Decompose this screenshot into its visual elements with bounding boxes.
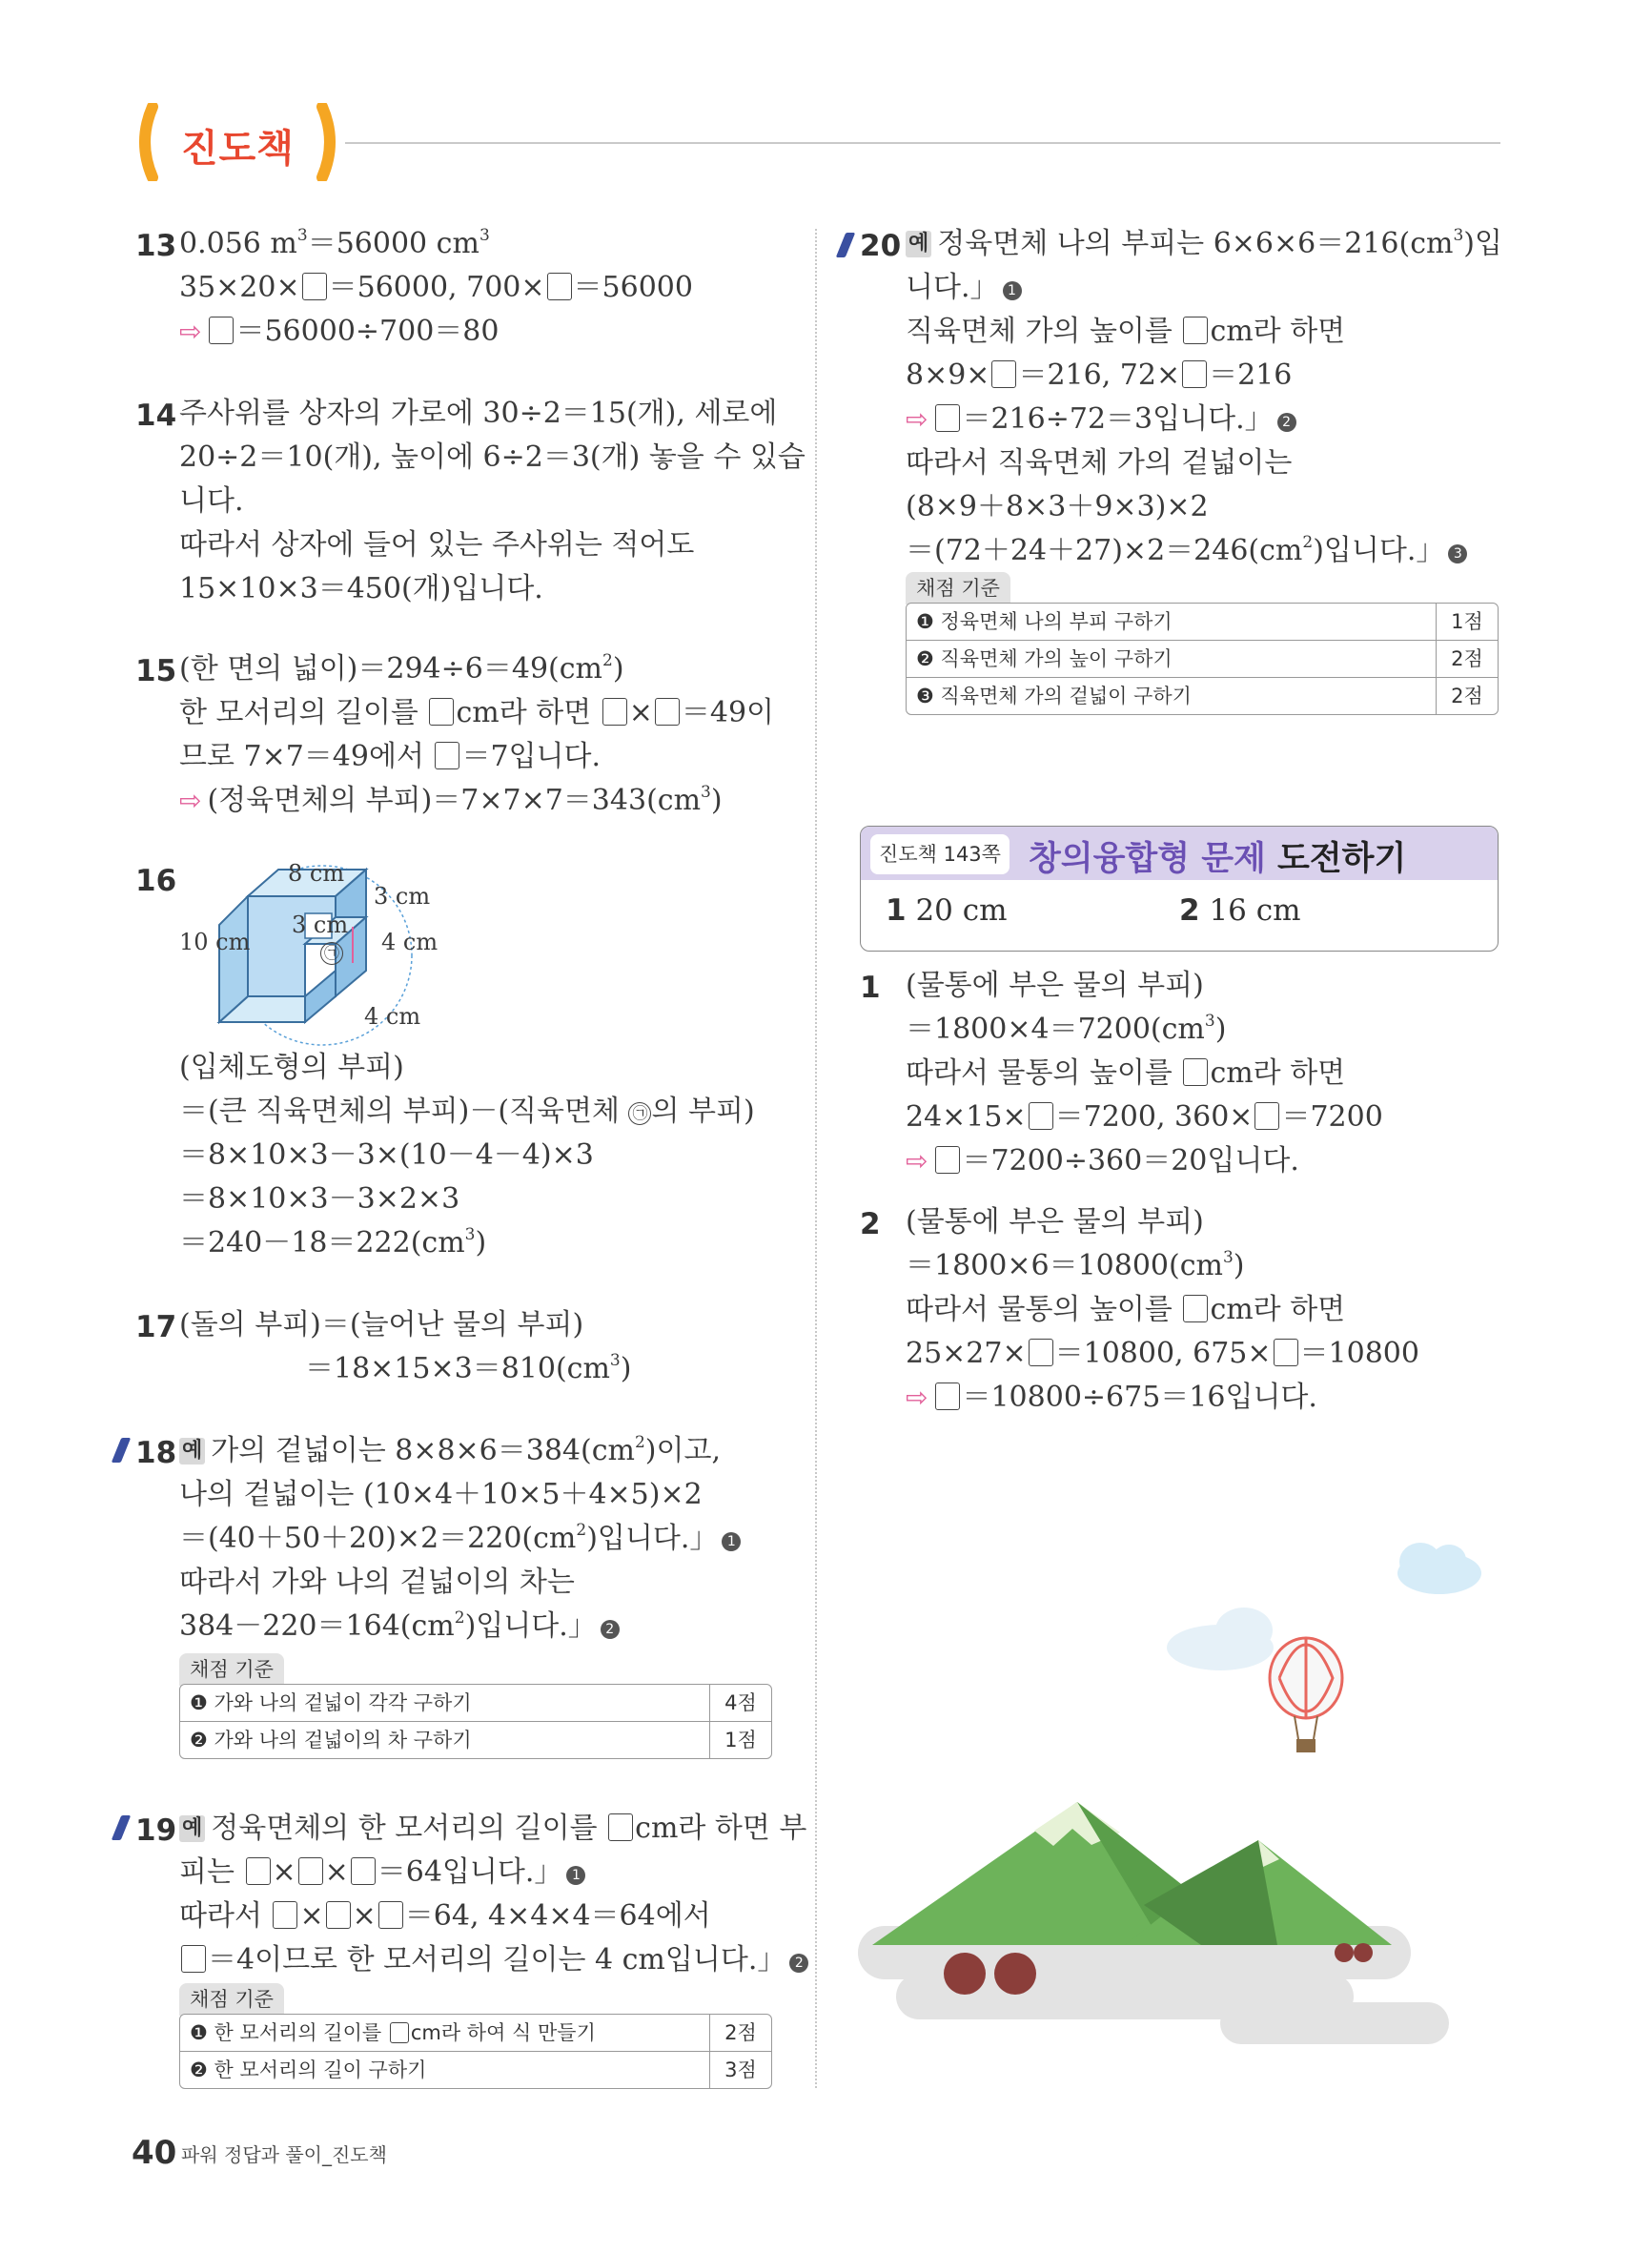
c1-line2: $=1800\times 4=7200(cm^3)$ <box>906 1012 1227 1046</box>
example-badge: 예 <box>906 231 931 257</box>
c1-line1: (물통에 부은 물의 부피) <box>906 969 1204 1002</box>
step-marker: 2 <box>601 1620 620 1639</box>
table-row: ❶ 정육면체 나의 부피 구하기 1점 <box>907 604 1498 640</box>
p17-line1: (돌의 부피)＝(늘어난 물의 부피) <box>179 1308 584 1342</box>
blank-box <box>246 1857 271 1885</box>
blank-box <box>1182 360 1207 388</box>
blank-box <box>608 1813 633 1841</box>
table-row: ❷ 직육면체 가의 높이 구하기 2점 <box>907 640 1498 677</box>
p19-line1: 예 정육면체의 한 모서리의 길이를 cm라 하면 부 <box>179 1808 806 1850</box>
c1-line5: ⇨ ＝7200÷360＝20입니다. <box>906 1144 1299 1178</box>
arrow-icon: ⇨ <box>906 1145 928 1177</box>
region-mark: ㉠ <box>628 1102 651 1125</box>
column-divider <box>815 229 817 2088</box>
blank-box <box>1183 1295 1208 1322</box>
example-badge: 예 <box>179 1438 205 1464</box>
blank-box <box>273 1901 297 1929</box>
scoring-label: 채점 기준 <box>179 1983 284 2016</box>
hot-air-balloon-icon <box>1270 1638 1342 1752</box>
arrow-icon: ⇨ <box>906 403 928 435</box>
arrow-icon: ⇨ <box>179 785 202 816</box>
p16-line5: $=240-18=222(cm^3)$ <box>179 1225 487 1260</box>
blank-box <box>1029 1102 1053 1130</box>
p20-line3: 직육면체 가의 높이를 cm라 하면 <box>906 315 1346 348</box>
answer-2: 2 16 cm <box>1179 893 1301 928</box>
c2-line5: ⇨ ＝10800÷675＝16입니다. <box>906 1381 1317 1414</box>
table-row: ❸ 직육면체 가의 겉넓이 구하기 2점 <box>907 677 1498 714</box>
blank-box <box>435 742 459 769</box>
table-row: ❷ 가와 나의 겉넓이의 차 구하기 1점 <box>180 1721 771 1758</box>
table-row: ❷ 한 모서리의 길이 구하기 3점 <box>180 2051 771 2088</box>
scoring-table <box>179 1684 772 1759</box>
c2-line3: 따라서 물통의 높이를 cm라 하면 <box>906 1293 1346 1326</box>
problem-number: 15 <box>135 654 177 688</box>
p20-line6: 따라서 직육면체 가의 겉넓이는 <box>906 446 1293 480</box>
problem-number: 1 <box>860 971 881 1005</box>
blank-box <box>1254 1102 1279 1130</box>
blank-box <box>209 317 234 344</box>
p15-line2: 한 모서리의 길이를 cm라 하면 × ＝49이 <box>179 696 775 729</box>
step-marker: 1 <box>566 1866 585 1885</box>
c2-line1: (물통에 부은 물의 부피) <box>906 1205 1204 1239</box>
p14-line3: 니다. <box>179 484 244 518</box>
arrow-icon: ⇨ <box>906 1382 928 1413</box>
page-number: 40 <box>132 2134 177 2172</box>
p16-line1: (입체도형의 부피) <box>179 1051 404 1084</box>
p14-line2: 20÷2＝10(개), 높이에 6÷2＝3(개) 놓을 수 있습 <box>179 440 806 474</box>
blank-box <box>351 1857 376 1885</box>
p18-line1: 예 가의 겉넓이는 $8\times 8\times 6=384(cm^2)$이고, <box>179 1430 721 1472</box>
c1-line3: 따라서 물통의 높이를 cm라 하면 <box>906 1056 1346 1090</box>
p18-line2: 나의 겉넓이는 (10×4＋10×5＋4×5)×2 <box>179 1478 703 1511</box>
problem-number: 16 <box>135 864 177 898</box>
p20-line8: $=(72+24+27)\times 2=246(cm^2)$입니다.」 3 <box>906 530 1467 572</box>
blank-box <box>326 1901 351 1929</box>
dim-label-r1: 3 cm <box>374 883 431 910</box>
step-marker: 1 <box>722 1532 741 1551</box>
scoring-label: 채점 기준 <box>906 572 1010 604</box>
p20-line5: ⇨ ＝216÷72＝3입니다.」 2 <box>906 399 1296 440</box>
step-marker: 3 <box>1448 544 1467 563</box>
blank-box <box>1029 1339 1053 1366</box>
scoring-label: 채점 기준 <box>179 1653 284 1686</box>
p18-line3: $=(40+50+20)\times 2=220(cm^2)$입니다.」 1 <box>179 1518 741 1560</box>
problem-number: 14 <box>135 399 177 433</box>
pencil-icon <box>836 233 856 257</box>
problem-number: 19 <box>135 1813 177 1848</box>
blank-box <box>935 1146 960 1174</box>
blank-box <box>429 698 454 726</box>
cloud-icon <box>1397 1543 1481 1594</box>
region-mark: ㉠ <box>320 942 343 965</box>
blank-box <box>378 1901 403 1929</box>
arrow-icon: ⇨ <box>179 316 202 347</box>
p19-line3: 따라서 × × ＝64, 4×4×4＝64에서 <box>179 1899 711 1933</box>
blank-box <box>991 360 1016 388</box>
p15-line4: ⇨ (정육면체의 부피)$=7\times 7\times 7=343(cm^3)$ <box>179 783 723 817</box>
p18-line4: 따라서 가와 나의 겉넓이의 차는 <box>179 1566 575 1599</box>
answer-1: 1 20 cm <box>886 893 1008 928</box>
problem-number: 20 <box>860 229 902 263</box>
dim-label-left: 10 cm <box>179 929 251 955</box>
table-row: ❶ 한 모서리의 길이를 cm라 하여 식 만들기 2점 <box>180 2015 771 2051</box>
step-marker: 2 <box>789 1954 808 1973</box>
p16-line2: ＝(큰 직육면체의 부피)－(직육면체 ㉠ 의 부피) <box>179 1095 755 1128</box>
problem-number: 17 <box>135 1310 177 1344</box>
scoring-table <box>906 603 1499 715</box>
section-header <box>861 827 1498 880</box>
step-marker: 1 <box>1003 281 1022 300</box>
blank-box <box>547 273 572 300</box>
p15-line1: (한 면의 넓이)$=294\div 6=49(cm^2)$ <box>179 651 624 686</box>
c1-line4: 24×15× ＝7200, 360× ＝7200 <box>906 1100 1383 1134</box>
blank-box <box>935 1383 960 1410</box>
dim-label-inner: 3 cm <box>292 911 349 938</box>
p20-line7: (8×9＋8×3＋9×3)×2 <box>906 490 1209 523</box>
p14-line5: 15×10×3＝450(개)입니다. <box>179 572 543 605</box>
c2-line4: 25×27× ＝10800, 675× ＝10800 <box>906 1337 1419 1370</box>
p18-line5: $384-220=164(cm^2)$입니다.」 2 <box>179 1606 620 1648</box>
p20-line4: 8×9× ＝216, 72× ＝216 <box>906 358 1293 392</box>
blank-box <box>935 404 960 432</box>
blank-box <box>302 273 327 300</box>
blank-box <box>602 698 627 726</box>
scoring-table <box>179 2014 772 2089</box>
blank-box <box>298 1857 323 1885</box>
cloud-icon <box>1167 1608 1274 1670</box>
dim-label-top: 8 cm <box>288 860 345 887</box>
landscape-illustration <box>858 1526 1487 2098</box>
header-rule <box>345 142 1500 144</box>
c2-line2: $=1800\times 6=10800(cm^3)$ <box>906 1248 1245 1282</box>
blank-box <box>181 1945 206 1973</box>
blank-box <box>1274 1339 1298 1366</box>
pencil-icon <box>112 1815 132 1840</box>
step-marker: 2 <box>1277 413 1296 432</box>
p19-line4: ＝4이므로 한 모서리의 길이는 4 cm입니다.」 2 <box>179 1939 808 1981</box>
blank-box <box>1183 317 1208 344</box>
p16-line4: ＝8×10×3－3×2×3 <box>179 1182 460 1216</box>
chapter-tab-label: 진도책 <box>181 127 295 171</box>
dim-label-r2: 4 cm <box>381 929 438 955</box>
p16-line3: ＝8×10×3－3×(10－4－4)×3 <box>179 1138 594 1172</box>
blank-box <box>390 2022 409 2043</box>
problem-number: 18 <box>135 1436 177 1470</box>
p13-line3: ⇨ ＝56000÷700＝80 <box>179 315 500 348</box>
pencil-icon <box>112 1438 132 1463</box>
p17-line2: $=18\times 15\times 3=810(cm^3)$ <box>305 1351 632 1385</box>
problem-number: 13 <box>135 229 177 263</box>
problem-number: 2 <box>860 1207 881 1241</box>
p20-line2: 니다.」 1 <box>906 267 1022 309</box>
table-row: ❶ 가와 나의 겉넓이 각각 구하기 4점 <box>180 1685 771 1721</box>
p14-line1: 주사위를 상자의 가로에 30÷2＝15(개), 세로에 <box>179 397 778 430</box>
blank-box <box>655 698 680 726</box>
p13-line2: 35×20× ＝56000, 700× ＝56000 <box>179 271 693 304</box>
section-title: 창의융합형 문제 도전하기 <box>1029 840 1407 878</box>
p13-line1: 0.056 $m^3=56000$ $cm^3$ <box>179 226 490 260</box>
p14-line4: 따라서 상자에 들어 있는 주사위는 적어도 <box>179 528 695 562</box>
dim-label-bottom: 4 cm <box>364 1003 421 1030</box>
p19-line2: 피는 × × ＝64입니다.」 1 <box>179 1852 585 1894</box>
challenge-section <box>860 826 1499 952</box>
p15-line3: 므로 7×7＝49에서 ＝7입니다. <box>179 740 602 773</box>
page-reference: 진도책 143쪽 <box>870 834 1010 874</box>
footer-text: 파워 정답과 풀이_진도책 <box>181 2143 387 2166</box>
blank-box <box>1183 1058 1208 1086</box>
example-badge: 예 <box>179 1815 205 1842</box>
mountain-icon <box>872 1802 1392 1945</box>
p20-line1: 예 정육면체 나의 부피는 $6\times 6\times 6=216(cm^3)$입 <box>906 223 1502 265</box>
